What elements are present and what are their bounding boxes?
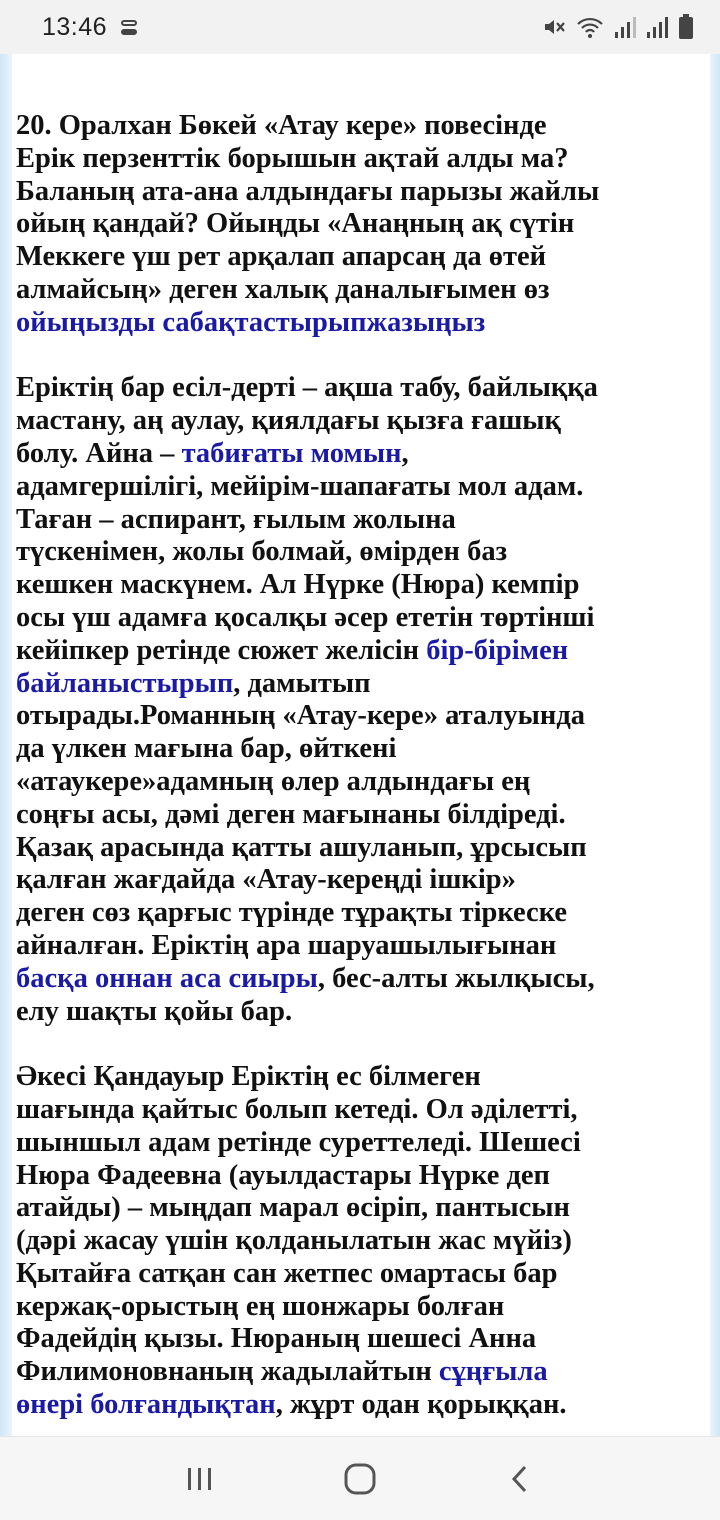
text-segment: түскенімен, жолы болмай, өмірден баз (16, 536, 508, 568)
text-line (16, 536, 706, 569)
wifi-icon (576, 15, 604, 39)
text-line (16, 766, 706, 799)
status-time: 13:46 (42, 12, 108, 41)
text-line (16, 1323, 706, 1356)
text-line (16, 1061, 706, 1094)
highlighted-phrase[interactable]: бір-бірімен (426, 634, 569, 666)
highlighted-phrase[interactable]: басқа оннан аса сиыры (16, 962, 318, 994)
text-line (16, 668, 706, 701)
text-line (16, 143, 706, 176)
text-segment: болу. Айна – (16, 437, 182, 469)
text-segment: Қазақ арасында қатты ашуланып, ұрсысып (16, 831, 587, 863)
recent-apps-button[interactable] (160, 1449, 240, 1509)
text-line (16, 471, 706, 504)
text-segment: 20. Оралхан Бөкей «Атау кере» повесінде (16, 110, 547, 141)
text-segment: Қытайға сатқан сан жетпес омартасы бар (16, 1257, 558, 1289)
text-segment: атайды) – мыңдап марал өсіріп, пантысын (16, 1192, 570, 1224)
text-segment: Баланың ата-ана алдындағы парызы жайлы (16, 175, 600, 207)
highlighted-phrase[interactable]: табиғаты момын (181, 437, 402, 469)
text-segment: елу шақты қойы бар. (16, 995, 293, 1027)
highlighted-phrase[interactable]: байланыстырып (16, 667, 234, 699)
navigation-bar (0, 1436, 720, 1520)
recording-icon (121, 20, 137, 35)
left-edge (0, 54, 12, 1436)
battery-icon (678, 14, 694, 40)
text-line (16, 832, 706, 865)
text-line (16, 1356, 706, 1389)
text-segment: да үлкен мағына бар, өйткені (16, 733, 397, 765)
text-segment: Таған – аспирант, ғылым жолына (16, 503, 456, 535)
right-edge (710, 54, 720, 1436)
text-segment: кержақ-орыстың ең шонжары болған (16, 1290, 505, 1322)
text-line (16, 1094, 706, 1127)
home-button[interactable] (320, 1449, 400, 1509)
text-segment: кейіпкер ретінде сюжет желісін (16, 634, 427, 666)
text-line (16, 438, 706, 471)
text-segment: адамгершілігі, мейірім-шапағаты мол адам. (16, 470, 584, 502)
text-segment: қалған жағдайда «Атау-кереңді ішкір» (16, 864, 516, 896)
text-segment: , (401, 437, 409, 469)
text-segment: деген сөз қарғыс түрінде тұрақты тіркеске (16, 897, 568, 929)
status-bar (0, 0, 720, 54)
text-line (16, 176, 706, 209)
text-segment: Фадейдің қызы. Нюраның шешесі Анна (16, 1323, 537, 1355)
text-segment: , дамытып (233, 667, 371, 699)
text-segment: осы үш адамға қосалқы әсер ететін төртінші (16, 601, 595, 633)
text-line (16, 1160, 706, 1193)
text-line (16, 274, 706, 307)
signal-icon (614, 15, 636, 39)
text-line (16, 372, 706, 405)
text-segment: Ерік перзенттік борышын ақтай алды ма? (16, 142, 569, 174)
back-icon (509, 1464, 531, 1494)
text-line (16, 208, 706, 241)
text-line (16, 1127, 706, 1160)
text-segment: шағында қайтыс болып кетеді. Ол әділетті, (16, 1093, 578, 1125)
text-line (16, 700, 706, 733)
text-segment: «атаукере»адамның өлер алдындағы ең (16, 765, 531, 797)
paragraph-gap (16, 1028, 706, 1061)
text-segment: ойың қандай? Ойыңды «Анаңның ақ сүтін (16, 208, 575, 240)
signal-icon (646, 15, 668, 39)
text-line (16, 1192, 706, 1225)
article-text (16, 110, 706, 1422)
text-line (16, 799, 706, 832)
text-line (16, 307, 706, 340)
text-segment: шыншыл адам ретінде суреттеледі. Шешесі (16, 1126, 581, 1158)
text-line (16, 635, 706, 668)
text-line (16, 733, 706, 766)
text-segment: отырады.Романның «Атау-кере» аталуында (16, 700, 586, 732)
text-line (16, 897, 706, 930)
text-segment: Филимоновнаның жадылайтын (16, 1356, 439, 1388)
recent-apps-icon (185, 1466, 215, 1492)
text-segment: Еріктің бар есіл-дерті – ақша табу, байлыққа (16, 372, 598, 404)
text-line (16, 1225, 706, 1258)
text-line (16, 1389, 706, 1422)
highlighted-phrase[interactable]: ойыңызды сабақтастырыпжазыңыз (16, 306, 486, 338)
text-line (16, 569, 706, 602)
article-viewport[interactable] (0, 54, 720, 1436)
text-segment: (дәрі жасау үшін қолданылатын жас мүйіз) (16, 1225, 572, 1257)
text-line (16, 405, 706, 438)
highlighted-phrase[interactable]: өнері болғандықтан (16, 1389, 276, 1421)
text-segment: , жұрт одан қорыққан. (275, 1389, 567, 1421)
text-segment: айналған. Еріктің ара шаруашылығынан (16, 929, 557, 961)
text-line (16, 963, 706, 996)
text-line (16, 864, 706, 897)
text-line (16, 110, 706, 143)
text-line (16, 241, 706, 274)
text-line (16, 996, 706, 1029)
paragraph-gap (16, 340, 706, 373)
text-line (16, 602, 706, 635)
text-line (16, 1258, 706, 1291)
text-line (16, 930, 706, 963)
text-segment: , бес-алты жылқысы, (317, 962, 595, 994)
home-icon (343, 1462, 377, 1496)
text-segment: Меккеге үш рет арқалап апарсаң да өтей (16, 241, 547, 273)
text-segment: кешкен маскүнем. Ал Нүрке (Нюра) кемпір (16, 569, 580, 601)
text-segment: мастану, аң аулау, қиялдағы қызға ғашық (16, 405, 561, 437)
text-segment: соңғы асы, дәмі деген мағынаны білдіреді. (16, 798, 566, 830)
text-line (16, 504, 706, 537)
mute-icon (542, 15, 566, 39)
status-icons (542, 14, 694, 40)
highlighted-phrase[interactable]: сұңғыла (438, 1356, 548, 1388)
text-segment: алмайсың» деген халық даналығымен өз (16, 273, 550, 305)
back-button[interactable] (480, 1449, 560, 1509)
text-segment: Әкесі Қандауыр Еріктің ес білмеген (16, 1061, 481, 1093)
text-line (16, 1291, 706, 1324)
text-segment: Нюра Фадеевна (ауылдастары Нүрке деп (16, 1159, 550, 1191)
